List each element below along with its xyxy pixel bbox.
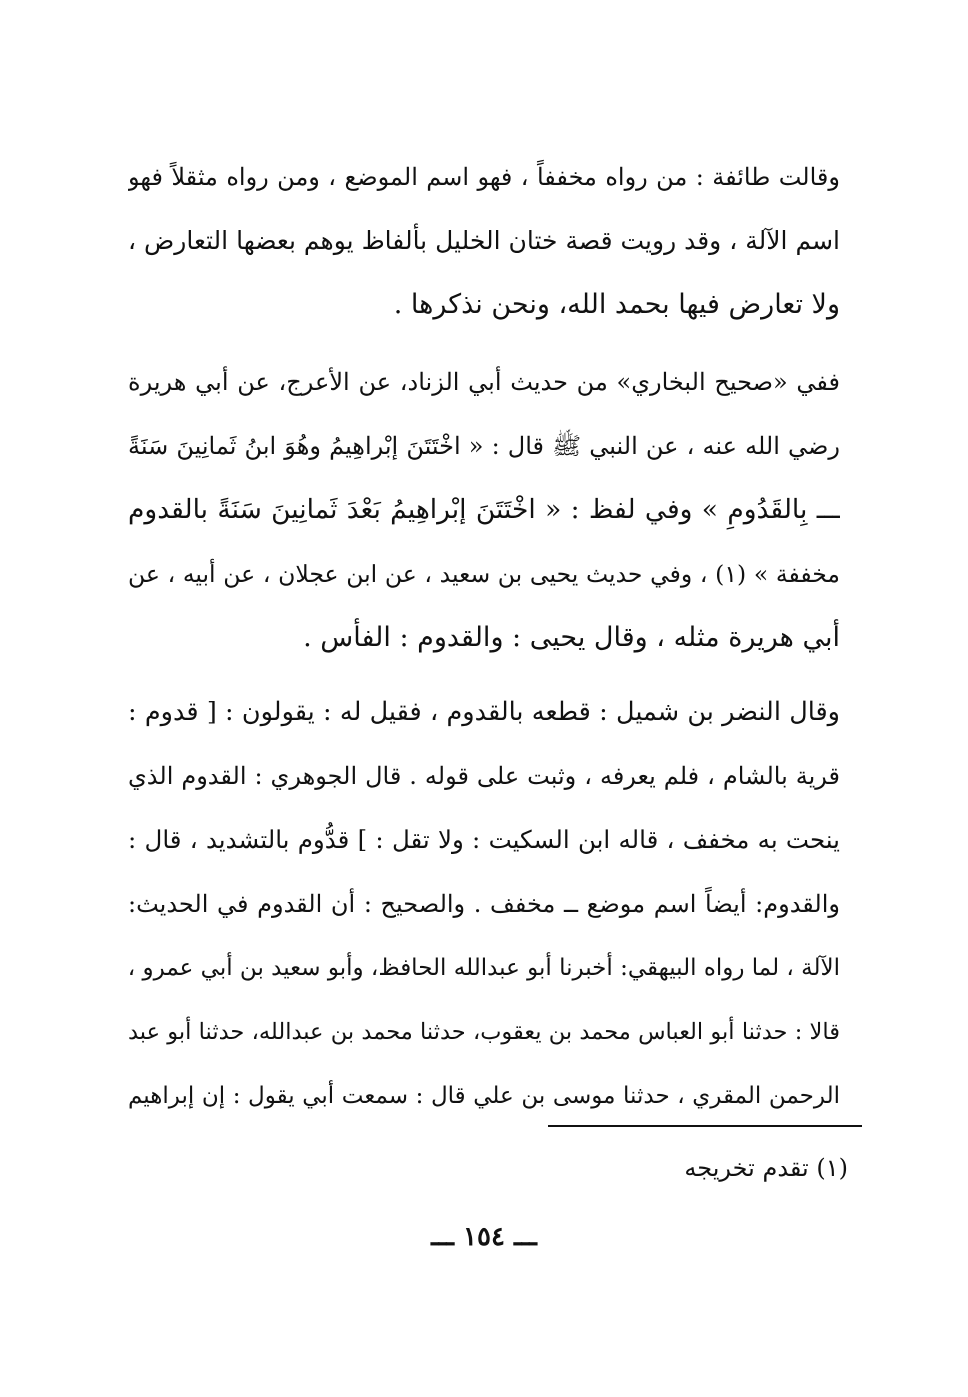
footnote: (١) تقدم تخريجه: [684, 1154, 848, 1182]
text-line: مخففة » (١) ، وفي حديث يحيى بن سعيد ، عن ابن عجلان ، عن أبيه ، عن: [128, 560, 840, 588]
text-line: والقدوم: أيضاً اسم موضع ــ مخفف . والصحيح : أن القدوم في الحديث:: [128, 890, 840, 918]
text-line: ففي «صحيح البخاري» من حديث أبي الزناد، عن الأعرج، عن أبي هريرة: [128, 368, 840, 396]
text-line: ـــ بِالقَدُومِ » وفي لفظ : « اخْتَتَنَ إبْراهِيمُ بَعْدَ ثَمانِينَ سَنَةً بالقدوم: [128, 494, 840, 525]
paragraph-2: [128, 350, 840, 670]
footnote-divider: [548, 1125, 862, 1127]
paragraph-3: [128, 680, 840, 1128]
text-line: الآلة ، لما رواه البيهقي: أخبرنا أبو عبدالله الحافظ، وأبو سعيد بن أبي عمرو ،: [128, 955, 840, 981]
paragraph-1: [128, 145, 840, 337]
text-line: وقال النضر بن شميل : قطعه بالقدوم ، فقيل له : يقولون : [ قدوم :: [128, 697, 840, 727]
text-line: الرحمن المقري ، حدثنا موسى بن علي قال : سمعت أبي يقول : إن إبراهيم: [128, 1083, 840, 1109]
text-line: رضي الله عنه ، عن النبي ﷺ قال : « اخْتَتَنَ إبْراهِيمُ وهُوَ ابنُ ثَمانِينَ سَنَةً: [128, 432, 840, 460]
text-line: وقالت طائفة : من رواه مخففاً ، فهو اسم الموضع ، ومن رواه مثقلاً فهو: [128, 163, 840, 191]
page-number: ـــ ١٥٤ ـــ: [431, 1222, 537, 1252]
text-line: قالا : حدثنا أبو العباس محمد بن يعقوب، حدثنا محمد بن عبدالله، حدثنا أبو عبد: [128, 1019, 840, 1045]
text-line: ولا تعارض فيها بحمد الله، ونحن نذكرها .: [393, 289, 840, 320]
text-line: أبي هريرة مثله ، وقال يحيى : والقدوم : الفأس .: [303, 622, 840, 653]
text-line: قرية بالشام ، فلم يعرفه ، وثبت على قوله . قال الجوهري : القدوم الذي: [128, 762, 840, 790]
text-line: ينحت به مخفف ، قاله ابن السكيت : ولا تقل : ] قدُّوم بالتشديد ، قال :: [128, 825, 840, 854]
text-line: اسم الآلة ، وقد رويت قصة ختان الخليل بألفاظ يوهم بعضها التعارض ،: [128, 226, 840, 255]
